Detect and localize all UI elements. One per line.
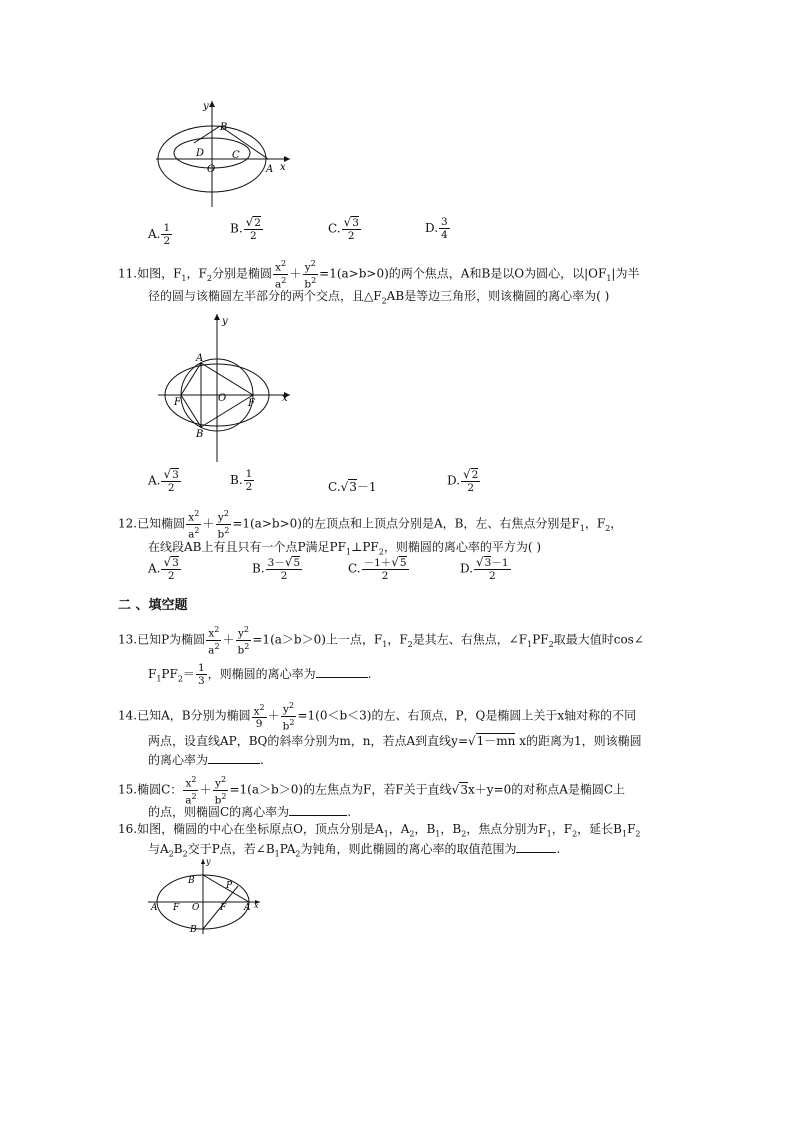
fig16-B2-label: B bbox=[188, 876, 195, 886]
fig16-F1-label: F bbox=[173, 903, 180, 913]
fig16-x-label: x bbox=[254, 901, 259, 910]
fig11-O-label: O bbox=[218, 393, 227, 404]
q13-answer-blank[interactable] bbox=[316, 666, 368, 678]
fig11-A-label: A bbox=[196, 353, 204, 364]
figure-q16 bbox=[146, 856, 266, 936]
q11-line2: 径的圆与该椭圆左半部分的两个交点，且$\triangle F_2AB$是等边三角形，则该椭圆的离心率为( ) bbox=[148, 289, 610, 306]
q12-option-a: A. $\frac{√3}{2}$ bbox=[148, 555, 179, 582]
fig10-x-label: x bbox=[280, 162, 286, 173]
fig16-y-label: y bbox=[206, 857, 211, 866]
fig11-B-label: B bbox=[196, 429, 204, 440]
fig16-P-label: P bbox=[226, 881, 233, 891]
fig10-B-label: B bbox=[220, 122, 228, 133]
q12-line1: 12.已知椭圆 $\frac{x^2}{a^2}$ ＋ $\frac{y^2}{b^2}$ =1(a>b>0)的左顶点和上顶点分别是A，B，左、右焦点分别是$F_1$，$F_2$， bbox=[118, 509, 623, 540]
figure-q11 bbox=[148, 306, 298, 466]
q14-line1: 14.已知A，B分别为椭圆 $\frac{x^2}{9}$ ＋ $\frac{y^2}{b^2}$ =1(0＜b＜3)的左、右顶点，P，Q是椭圆上关于x轴对称的不同 bbox=[118, 701, 637, 732]
q12-option-c: C. $\frac{-1+√5}{2}$ bbox=[348, 555, 407, 582]
q16-answer-blank[interactable] bbox=[516, 841, 556, 853]
q14-line2: 两点，设直线AP，BQ的斜率分别为m，n，若点A到直线y=√1－mn x的距离为1，则该椭圆 bbox=[148, 734, 642, 748]
fig16-O-label: O bbox=[192, 903, 200, 913]
q11-option-b: B. $\frac{1}{2}$ bbox=[230, 468, 253, 493]
q14-answer-blank[interactable] bbox=[208, 752, 260, 764]
q11-option-c: C.√3－1 bbox=[328, 480, 377, 494]
q10-option-b: B. $\frac{√2}{2}$ bbox=[230, 215, 261, 242]
fig11-x-label: x bbox=[282, 393, 288, 404]
q13-line1: 13.已知P为椭圆 $\frac{x^2}{a^2}$ ＋ $\frac{y^2}{b^2}$ =1(a＞b＞0)上一点，$F_1$，$F_2$是其左、右焦点，$\angle F_1PF_2$取最大值时cos∠ bbox=[118, 625, 644, 656]
fig10-A-label: A bbox=[266, 164, 274, 175]
q10-option-d: D. $\frac{3}{4}$ bbox=[425, 216, 448, 241]
q15-line1: 15.椭圆C： $\frac{x^2}{a^2}$ ＋ $\frac{y^2}{b^2}$ =1(a＞b＞0)的左焦点为F，若F关于直线√3x＋y=0的对称点A是椭圆C上 bbox=[118, 775, 626, 806]
q11-line1: 11.如图，$F_1$，$F_2$分别是椭圆 $\frac{x^2}{a^2}$ ＋ $\frac{y^2}{b^2}$ =1(a>b>0)的两个焦点，A和B是以O为圆心，以$|OF_1|$为半 bbox=[118, 259, 640, 290]
q15-answer-blank[interactable] bbox=[289, 804, 347, 816]
figure-q10 bbox=[148, 95, 298, 210]
q15-line2: 的点，则椭圆C的离心率为 . bbox=[148, 805, 352, 819]
fig10-C-label: C bbox=[232, 150, 240, 161]
q16-line2: 与$A_2B_2$交于P点，若$\angle B_1PA_2$为钝角，则此椭圆的离心率的取值范围为 . bbox=[148, 842, 561, 859]
fig16-A2-label: A bbox=[244, 903, 251, 913]
q12-option-d: D. $\frac{√3-1}{2}$ bbox=[460, 555, 509, 582]
q14-line3: 的离心率为 . bbox=[148, 753, 264, 767]
q13-line2: $F_1PF_2=$ $\frac{1}{3}$ ，则椭圆的离心率为 . bbox=[148, 662, 372, 687]
fig16-F2-label: F bbox=[220, 903, 227, 913]
fig11-y-label: y bbox=[222, 316, 228, 327]
fig10-O-label: O bbox=[207, 164, 216, 175]
q11-option-d: D. $\frac{√2}{2}$ bbox=[447, 467, 479, 494]
fig16-B1-label: B bbox=[190, 925, 197, 935]
section-heading-fill-in: 二 、填空题 bbox=[118, 598, 188, 613]
fig16-A1-label: A bbox=[151, 903, 158, 913]
q12-option-b: B. $\frac{3-√5}{2}$ bbox=[252, 555, 301, 582]
q12-line2: 在线段AB上有且只有一个点P满足$PF_1\perp PF_2$，则椭圆的离心率的平方为( ) bbox=[148, 540, 542, 557]
q16-line1: 16.如图，椭圆的中心在坐标原点O，顶点分别是$A_1$，$A_2$，$B_1$，$B_2$，焦点分别为$F_1$，$F_2$，延长$B_1F_2$ bbox=[118, 822, 641, 839]
q10-option-c: C. $\frac{√3}{2}$ bbox=[328, 215, 359, 242]
fig10-y-label: y bbox=[203, 101, 209, 112]
q10-option-a: A. $\frac{1}{2}$ bbox=[148, 222, 171, 247]
fig11-F1-label: F bbox=[174, 397, 181, 408]
fig11-F2-label: F bbox=[248, 398, 255, 409]
fig10-D-label: D bbox=[196, 148, 205, 159]
q11-option-a: A. $\frac{√3}{2}$ bbox=[148, 467, 179, 494]
